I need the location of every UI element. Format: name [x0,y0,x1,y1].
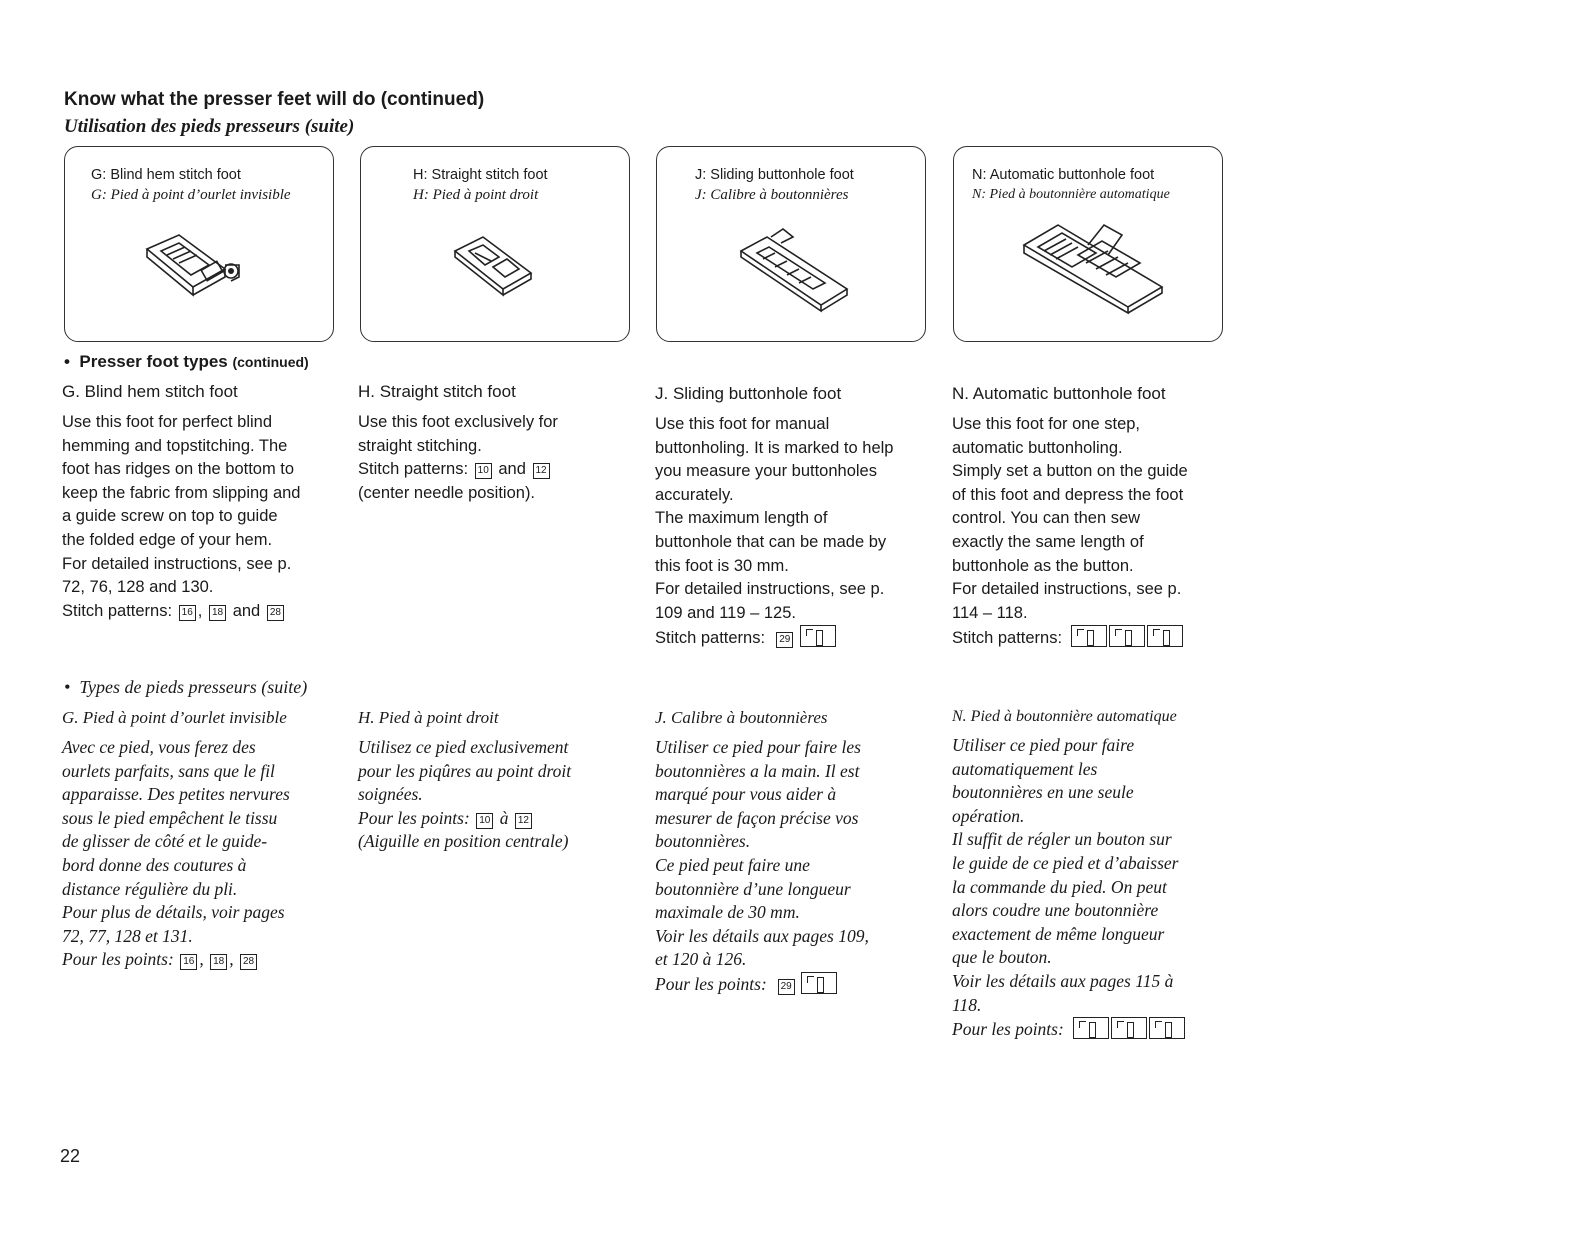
text-line: The maximum length of [655,509,828,528]
buttonhole-pattern-icon [1149,1017,1185,1039]
stitch-pattern-icon: 16 [179,605,196,621]
text-line: Avec ce pied, vous ferez des [62,737,256,757]
text-line: et 120 à 126. [655,949,747,970]
stitch-pattern-icon: 10 [476,813,493,829]
text-line: marqué pour vous aider à [655,784,837,805]
separator: , [229,949,234,970]
text-line: keep the fabric from slipping and [62,483,301,502]
section-title-fr [64,677,307,698]
stitch-patterns-label: Pour les points: [62,949,174,970]
text-line: Il suffit de régler un bouton sur [952,829,1172,850]
text-line: bord donne des coutures à [62,854,247,875]
text-line: control. You can then sew [952,509,1141,528]
section-title-text: Presser foot types [79,352,228,371]
foot-box-j [656,146,926,342]
text-line: apparaisse. Des petites nervures [62,784,290,805]
buttonhole-pattern-icon [801,972,837,994]
separator: and [498,460,526,479]
stitch-patterns-line [358,807,633,831]
text-line: la commande du pied. On peut [952,876,1167,897]
buttonhole-pattern-icon [1111,1017,1147,1039]
buttonhole-pattern-icon [800,625,836,647]
text-line: Use this foot for perfect blind [62,413,273,431]
column-heading: H. Straight stitch foot [358,382,516,401]
section-title-en [64,352,309,372]
stitch-patterns-line [655,625,930,651]
column-heading: J. Calibre à boutonnières [655,708,828,727]
buttonhole-pattern-icon [1071,625,1107,647]
text-column-j-fr [655,708,930,997]
buttonhole-pattern-icon [1147,625,1183,647]
text-line: soignées. [358,784,423,805]
stitch-pattern-icon: 18 [209,605,226,621]
section-title-text: Types de pieds presseurs (suite) [79,677,308,697]
stitch-patterns-label: Stitch patterns: [358,460,469,479]
blind-hem-foot-icon [139,225,259,310]
text-column-h-fr [358,708,633,854]
column-heading: G. Blind hem stitch foot [62,382,238,401]
bullet: • [64,677,71,697]
text-line: foot has ridges on the bottom to [62,460,295,479]
foot-caption-en: H: Straight stitch foot [413,167,548,183]
text-line: exactly the same length of [952,532,1144,551]
text-line: of this foot and depress the foot [952,485,1184,504]
text-column-h-en [358,382,633,505]
page-title: Know what the presser feet will do (continued) [64,89,485,110]
stitch-patterns-line [952,1017,1227,1042]
text-line: straight stitching. [358,436,482,455]
text-line: Simply set a button on the guide [952,462,1188,481]
text-line: boutonnière d’une longueur [655,878,851,899]
stitch-pattern-icon: 16 [180,954,197,970]
automatic-buttonhole-foot-icon [1018,215,1168,315]
text-line: (center needle position). [358,483,536,502]
text-line: exactement de même longueur [952,923,1165,944]
page-title-french: Utilisation des pieds presseurs (suite) [64,116,355,137]
text-line: maximale de 30 mm. [655,902,800,923]
text-line: Ce pied peut faire une [655,854,810,875]
text-line: alors coudre une boutonnière [952,900,1159,921]
stitch-patterns-label: Stitch patterns: [62,601,173,620]
text-line: buttonholing. It is marked to help [655,438,894,457]
text-line: Use this foot for one step, [952,415,1141,433]
text-line: de glisser de côté et le guide- [62,831,268,852]
foot-caption-fr: G: Pied à point d’ourlet invisible [91,187,291,203]
text-column-g-fr [62,708,337,972]
stitch-patterns-line [952,625,1227,651]
text-line: sous le pied empêchent le tissu [62,807,278,828]
text-line: Use this foot for manual [655,415,830,433]
page-number: 22 [60,1146,81,1166]
text-line: For detailed instructions, see p. [62,554,292,573]
foot-caption-fr: H: Pied à point droit [413,187,539,203]
stitch-patterns-label: Pour les points: [952,1019,1064,1040]
bullet: • [64,352,70,371]
text-line: pour les piqûres au point droit [358,760,572,781]
text-line: boutonnières. [655,831,751,852]
stitch-patterns-line [358,458,633,482]
text-line: 72, 77, 128 et 131. [62,925,193,946]
text-line: 114 – 118. [952,603,1028,622]
stitch-pattern-icon: 10 [475,463,492,479]
text-line: le guide de ce pied et d’abaisser [952,852,1179,873]
text-line: Utiliser ce pied pour faire [952,735,1135,755]
text-line: For detailed instructions, see p. [655,580,885,599]
text-line: you measure your buttonholes [655,462,877,481]
foot-caption-en: G: Blind hem stitch foot [91,167,241,183]
stitch-patterns-line [62,600,337,624]
text-line: 118. [952,994,982,1015]
stitch-patterns-line [62,948,337,972]
sliding-buttonhole-foot-icon [731,225,861,315]
separator: à [499,807,509,828]
column-heading: G. Pied à point d’ourlet invisible [62,708,287,727]
foot-box-g [64,146,334,342]
text-line: Pour plus de détails, voir pages [62,902,285,923]
stitch-patterns-line [655,972,930,997]
section-title-suffix: (continued) [232,354,309,370]
column-heading: J. Sliding buttonhole foot [655,384,842,403]
text-line: accurately. [655,485,734,504]
text-line: For detailed instructions, see p. [952,580,1182,599]
stitch-pattern-icon: 28 [240,954,257,970]
text-line: ourlets parfaits, sans que le fil [62,760,275,781]
text-line: Voir les détails aux pages 115 à [952,970,1174,991]
text-line: a guide screw on top to guide [62,507,278,526]
stitch-patterns-label: Stitch patterns: [655,629,766,648]
column-heading: H. Pied à point droit [358,708,499,727]
stitch-pattern-icon: 18 [210,954,227,970]
stitch-pattern-icon: 28 [267,605,284,621]
text-line: buttonhole that can be made by [655,532,887,551]
text-line: boutonnières en une seule [952,782,1134,803]
text-line: the folded edge of your hem. [62,530,273,549]
text-line: automatic buttonholing. [952,438,1123,457]
stitch-patterns-label: Stitch patterns: [952,629,1063,648]
text-line: que le bouton. [952,947,1052,968]
text-line: automatiquement les [952,758,1098,779]
text-line: Utiliser ce pied pour faire les [655,737,861,757]
text-line: (Aiguille en position centrale) [358,831,569,852]
text-line: this foot is 30 mm. [655,556,789,575]
column-heading: N. Automatic buttonhole foot [952,384,1166,403]
foot-caption-fr: N: Pied à boutonnière automatique [972,187,1170,202]
text-line: Voir les détails aux pages 109, [655,925,869,946]
foot-caption-en: N: Automatic buttonhole foot [972,167,1155,183]
buttonhole-pattern-icon [1073,1017,1109,1039]
text-line: 109 and 119 – 125. [655,603,796,622]
buttonhole-pattern-icon [1109,625,1145,647]
stitch-pattern-icon: 12 [515,813,532,829]
foot-box-h [360,146,630,342]
text-line: mesurer de façon précise vos [655,807,859,828]
separator: , [197,601,203,620]
stitch-patterns-label: Pour les points: [655,973,767,994]
column-heading: N. Pied à boutonnière automatique [952,708,1177,725]
text-column-n-fr [952,708,1227,1042]
text-column-j-en [655,384,930,651]
text-line: hemming and topstitching. The [62,436,288,455]
foot-caption-en: J: Sliding buttonhole foot [695,167,854,183]
stitch-pattern-icon: 29 [778,979,795,995]
foot-caption-fr: J: Calibre à boutonnières [695,187,849,203]
text-line: opération. [952,805,1025,826]
stitch-pattern-icon: 29 [776,632,793,648]
separator: , [199,949,204,970]
straight-stitch-foot-icon [435,225,555,310]
text-line: 72, 76, 128 and 130. [62,578,214,597]
text-line: boutonnières a la main. Il est [655,760,860,781]
text-line: Use this foot exclusively for [358,413,558,431]
stitch-patterns-label: Pour les points: [358,807,470,828]
foot-box-n [953,146,1223,342]
text-column-n-en [952,384,1227,651]
stitch-pattern-icon: 12 [533,463,550,479]
text-line: buttonhole as the button. [952,556,1134,575]
separator: and [232,601,261,620]
text-line: Utilisez ce pied exclusivement [358,737,569,757]
text-line: distance régulière du pli. [62,878,238,899]
text-column-g-en [62,382,337,623]
